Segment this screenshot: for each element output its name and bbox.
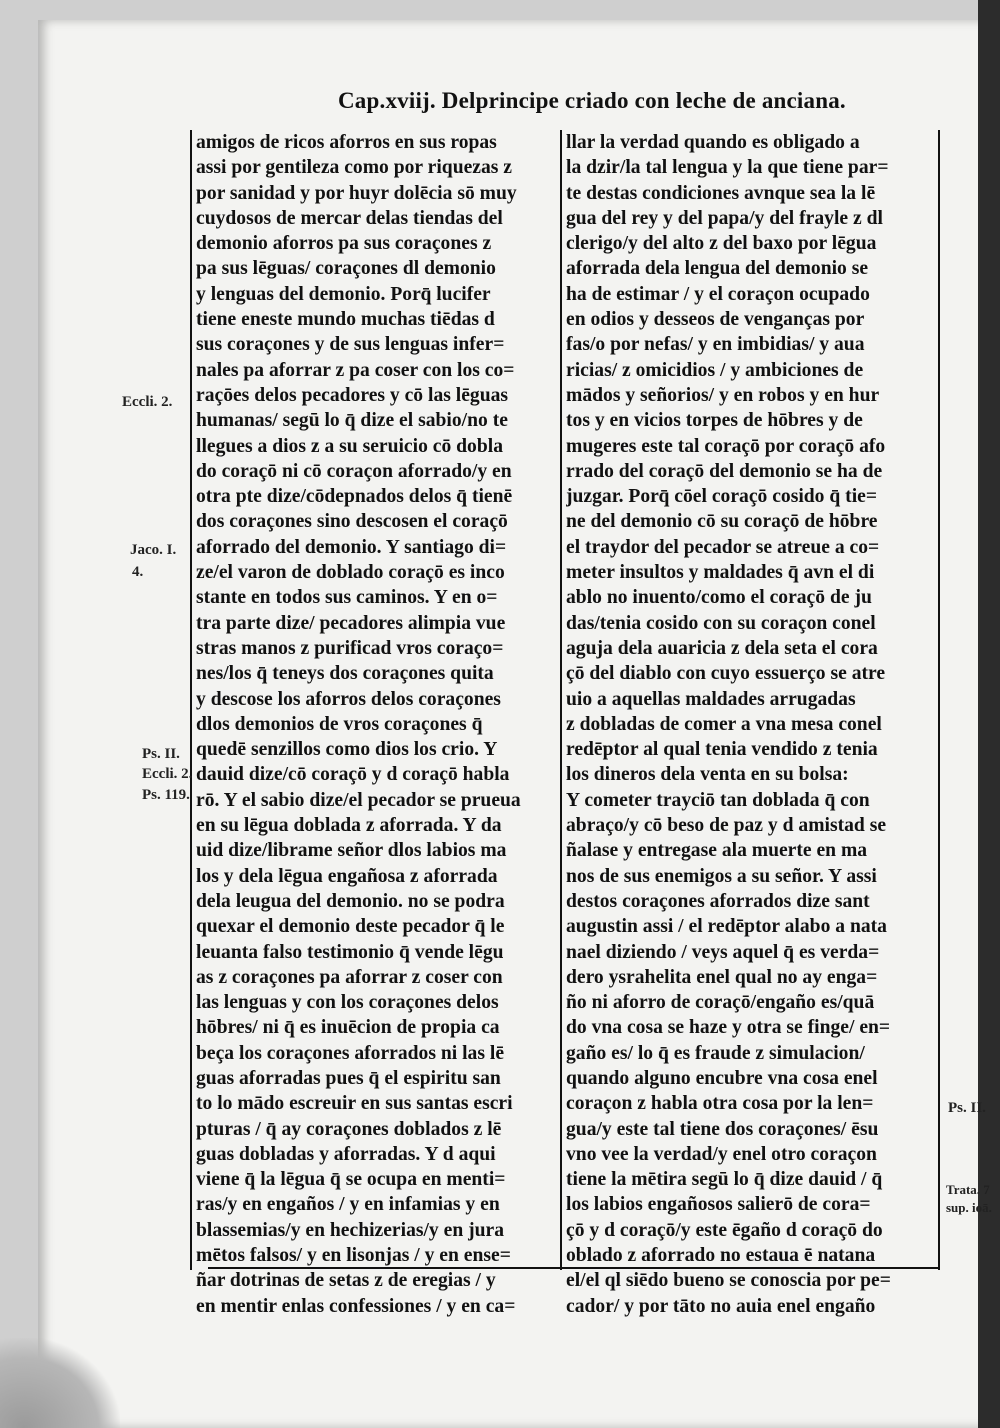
text-line: te destas condiciones avnque sea la lē	[566, 182, 876, 204]
text-line: assi por gentileza como por riquezas z	[196, 157, 513, 179]
text-line: fas/o por nefas/ y en imbidias/ y aua	[566, 334, 865, 356]
text-line: en odios y desseos de venganças por	[566, 309, 865, 331]
text-line: çō y d coraçō/y este ēgaño d coraçō do	[566, 1219, 883, 1241]
text-line: das/tenia cosido con su coraçon conel	[566, 612, 876, 634]
text-line: blassemias/y en hechizerias/y en jura	[196, 1219, 505, 1241]
text-line: tos y en vicios torpes de hōbres y de	[566, 410, 863, 432]
text-line: clerigo/y del alto z del baxo por lēgua	[566, 233, 877, 255]
frame-right-rule	[938, 130, 940, 1270]
text-line: dlos demonios de vros coraçones q̄	[196, 713, 483, 735]
text-line: humanas/ segū lo q̄ dize el sabio/no te	[196, 410, 508, 432]
text-line: nos de sus enemigos a su señor. Y assi	[566, 865, 877, 887]
margin-note-right: Ps. II.	[948, 1100, 986, 1116]
text-line: nes/los q̄ teneys dos coraçones quita	[196, 663, 494, 685]
text-line: stras manos z purificad vros coraço=	[196, 637, 504, 659]
text-line: z dobladas de comer a vna mesa conel	[566, 713, 882, 735]
text-line: gaño es/ lo q̄ es fraude z simulacion/	[566, 1042, 865, 1064]
text-line: cuydosos de mercar delas tiendas del	[196, 207, 503, 229]
text-line: coraçon z habla otra cosa por la len=	[566, 1093, 874, 1115]
text-line: nales pa aforrar z pa coser con los co=	[196, 359, 515, 381]
text-line: la dzir/la tal lengua y la que tiene par=	[566, 157, 889, 179]
text-line: quando alguno encubre vna cosa enel	[566, 1067, 878, 1089]
text-line: cador/ y por tāto no auia enel engaño	[566, 1295, 876, 1317]
text-line: dos coraçones sino descosen el coraçō	[196, 511, 508, 533]
text-line: rō. Y el sabio dize/el pecador se prueua	[196, 789, 521, 811]
text-line: demonio aforros pa sus coraçones z	[196, 233, 492, 255]
text-line: uio a aquellas maldades arrugadas	[566, 688, 856, 710]
margin-note-right: Trata. 7	[946, 1182, 990, 1197]
text-line: do vna cosa se haze y otra se finge/ en=	[566, 1017, 891, 1039]
text-line: ablo no inuento/como el coraçō de ju	[566, 587, 872, 609]
text-line: llar la verdad quando es obligado a	[566, 132, 860, 153]
text-line: Y cometer trayciō tan doblada q̄ con	[566, 789, 870, 811]
text-line: dero ysrahelita enel qual no ay enga=	[566, 966, 878, 988]
text-line: tra parte dize/ pecadores alimpia vue	[196, 612, 506, 634]
text-line: ñalase y entregase ala muerte en ma	[566, 840, 868, 862]
text-line: raçōes delos pecadores y cō las lēguas	[196, 384, 509, 406]
text-line: aforrada dela lengua del demonio se	[566, 258, 869, 280]
margin-note-left: Ps. II.	[142, 746, 180, 762]
text-line: pa sus lēguas/ coraçones dl demonio	[196, 258, 496, 280]
text-line: meter insultos y maldades q̄ avn el di	[566, 562, 875, 584]
margin-note-left: Eccli. 2.	[122, 394, 173, 410]
text-line: dauid dize/cō coraçō y d coraçō habla	[196, 764, 510, 786]
text-line: ze/el varon de doblado coraçō es inco	[196, 562, 505, 584]
left-text-column	[196, 130, 561, 1319]
text-line: aguja dela auaricia z dela seta el cora	[566, 637, 878, 659]
text-line: juzgar. Porq̄ cōel coraçō cosido q̄ tie=	[566, 486, 878, 508]
text-line: quedē senzillos como dios los crio. Y	[196, 739, 498, 761]
text-line: abraço/y cō beso de paz y d amistad se	[566, 815, 887, 837]
text-line: en su lēgua doblada z aforrada. Y da	[196, 815, 502, 837]
text-line: augustin assi / el redēptor alabo a nata	[566, 916, 887, 938]
margin-note-right: sup. ioā.	[946, 1200, 992, 1215]
text-line: quexar el demonio deste pecador q̄ le	[196, 916, 505, 938]
text-line: llegues a dios z a su seruicio cō dobla	[196, 435, 503, 457]
text-line: los y dela lēgua engañosa z aforrada	[196, 865, 498, 887]
text-line: ne del demonio cō su coraçō de hōbre	[566, 511, 878, 533]
text-line: ha de estimar / y el coraçon ocupado	[566, 283, 870, 305]
text-line: uid dize/librame señor dlos labios ma	[196, 840, 507, 862]
thumb-shadow	[0, 1338, 120, 1428]
text-line: el/el ql siēdo bueno se conoscia por pe=	[566, 1270, 891, 1292]
text-line: ño ni aforro de coraçō/engaño es/quā	[566, 992, 875, 1014]
text-line: en mentir enlas confessiones / y en ca=	[196, 1295, 516, 1317]
text-line: mētos falsos/ y en lisonjas / y en ense=	[196, 1245, 511, 1267]
text-line: por sanidad y por huyr dolēcia sō muy	[196, 182, 517, 204]
text-line: vno vee la verdad/y enel otro coraçon	[566, 1143, 877, 1165]
text-line: stante en todos sus caminos. Y en o=	[196, 587, 498, 609]
margin-note-left: Ps. 119.	[142, 787, 190, 803]
text-line: sus coraçones y de sus lenguas infer=	[196, 334, 505, 356]
text-line: gua del rey y del papa/y del frayle z dl	[566, 207, 883, 229]
text-line: los dineros dela venta en su bolsa:	[566, 764, 849, 786]
margin-note-left: Eccli. 2.	[142, 766, 193, 782]
text-line: tiene la mētira segū lo q̄ dize dauid / q̄	[566, 1169, 883, 1191]
text-line: as z coraçones pa aforrar z coser con	[196, 966, 503, 988]
text-line: mādos y señorios/ y en robos y en hur	[566, 384, 880, 406]
text-line: guas dobladas y aforradas. Y d aqui	[196, 1143, 496, 1165]
text-line: tiene eneste mundo muchas tiēdas d	[196, 309, 495, 331]
text-line: leuanta falso testimonio q̄ vende lēgu	[196, 941, 504, 963]
margin-note-left: Jaco. I.	[130, 542, 177, 558]
text-line: çō del diablo con cuyo essuerço se atre	[566, 663, 886, 685]
text-line: guas aforradas pues q̄ el espiritu san	[196, 1067, 501, 1089]
text-line: gua/y este tal tiene dos coraçones/ ēsu	[566, 1118, 879, 1140]
text-line: viene q̄ la lēgua q̄ se ocupa en menti=	[196, 1169, 506, 1191]
text-line: rrado del coraçō del demonio se ha de	[566, 460, 883, 482]
text-line: ricias/ z omicidios / y ambiciones de	[566, 359, 864, 381]
text-line: hōbres/ ni q̄ es inuēcion de propia ca	[196, 1017, 500, 1039]
text-line: amigos de ricos aforros en sus ropas	[196, 132, 497, 153]
text-line: destos coraçones aforrados dize sant	[566, 890, 870, 912]
text-frame	[190, 130, 942, 1317]
text-line: to lo mādo escreuir en sus santas escri	[196, 1093, 513, 1115]
running-header: Cap.xviij. Delprincipe criado con leche de anciana.	[338, 88, 846, 113]
margin-note-left: 4.	[132, 564, 144, 580]
text-line: las lenguas y con los coraçones delos	[196, 992, 499, 1014]
text-line: redēptor al qual tenia vendido z tenia	[566, 739, 878, 761]
text-line: pturas / q̄ ay coraçones doblados z lē	[196, 1118, 502, 1140]
text-line: dela leugua del demonio. no se podra	[196, 890, 505, 912]
text-line: beça los coraçones aforrados ni las lē	[196, 1042, 505, 1064]
frame-left-rule	[190, 130, 192, 1270]
text-line: el traydor del pecador se atreue a co=	[566, 536, 880, 558]
text-line: ras/y en engaños / y en infamias y en	[196, 1194, 500, 1216]
right-text-column	[566, 130, 934, 1319]
text-line: y descose los aforros delos coraçones	[196, 688, 501, 710]
text-line: ñar dotrinas de setas z de eregias / y	[196, 1270, 496, 1292]
text-line: do coraçō ni cō coraçon aforrado/y en	[196, 460, 512, 482]
text-line: mugeres este tal coraçō por coraçō afo	[566, 435, 886, 457]
text-line: los labios engañosos salierō de cora=	[566, 1194, 871, 1216]
text-line: y lenguas del demonio. Porq̄ lucifer	[196, 283, 491, 305]
text-line: aforrado del demonio. Y santiago di=	[196, 536, 507, 558]
text-line: nael diziendo / veys aquel q̄ es verda=	[566, 941, 880, 963]
text-line: otra pte dize/cōdepnados delos q̄ tienē	[196, 486, 513, 508]
text-line: oblado z aforrado no estaua ē natana	[566, 1245, 876, 1267]
